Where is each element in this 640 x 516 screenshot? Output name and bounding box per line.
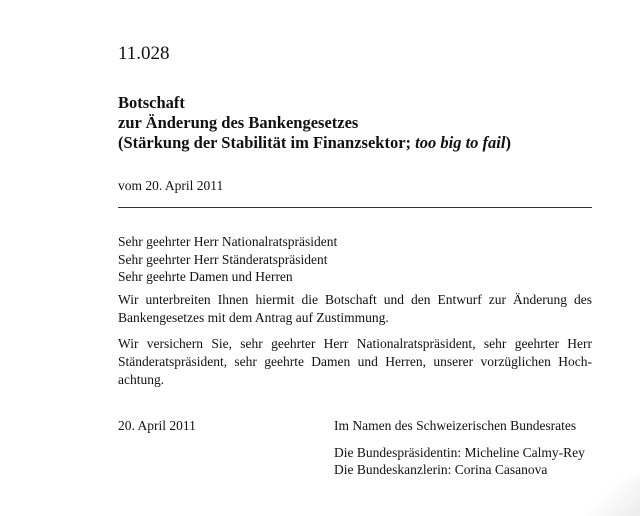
horizontal-divider bbox=[118, 207, 592, 208]
page-corner-shadow bbox=[550, 476, 640, 516]
title-line-3 bbox=[118, 133, 511, 153]
paragraph-line: Ständeratspräsident, sehr geehrte Damen und Herren, unserer vorzüglichen Hoch- bbox=[118, 354, 592, 369]
document-number: 11.028 bbox=[118, 43, 170, 64]
title-line-3-italic: too big to fail bbox=[415, 133, 506, 152]
paragraph-regards bbox=[118, 335, 592, 389]
title-line-2: zur Änderung des Bankengesetzes bbox=[118, 113, 359, 132]
president-signature: Die Bundespräsidentin: Micheline Calmy-Rey bbox=[334, 445, 585, 460]
title-line-1: Botschaft bbox=[118, 93, 185, 112]
chancellor-signature: Die Bundeskanzlerin: Corina Casanova bbox=[334, 462, 548, 477]
document-date: vom 20. April 2011 bbox=[118, 178, 224, 193]
salutation bbox=[118, 233, 337, 286]
paragraph-submission bbox=[118, 291, 592, 327]
paragraph-line: achtung. bbox=[118, 372, 165, 387]
title-line-3-suffix: ) bbox=[505, 133, 511, 152]
paragraph-line: Bankengesetzes mit dem Antrag auf Zustimmung. bbox=[118, 310, 389, 325]
salutation-line: Sehr geehrter Herr Ständeratspräsident bbox=[118, 251, 328, 267]
paragraph-line: Wir versichern Sie, sehr geehrter Herr Nationalratspräsident, sehr geehrter Herr bbox=[118, 336, 592, 351]
document-title bbox=[118, 93, 511, 153]
salutation-line: Sehr geehrter Herr Nationalratspräsident bbox=[118, 234, 338, 249]
title-line-3-prefix: (Stärkung der Stabilität im Finanzsektor; bbox=[118, 133, 416, 152]
paragraph-line: Wir unterbreiten Ihnen hiermit die Botschaft und den Entwurf zur Änderung des bbox=[118, 292, 592, 307]
salutation-line: Sehr geehrte Damen und Herren bbox=[118, 269, 293, 284]
signature-block bbox=[334, 417, 585, 478]
signature-date: 20. April 2011 bbox=[118, 418, 196, 433]
on-behalf-line: Im Namen des Schweizerischen Bundesrates bbox=[334, 418, 577, 433]
